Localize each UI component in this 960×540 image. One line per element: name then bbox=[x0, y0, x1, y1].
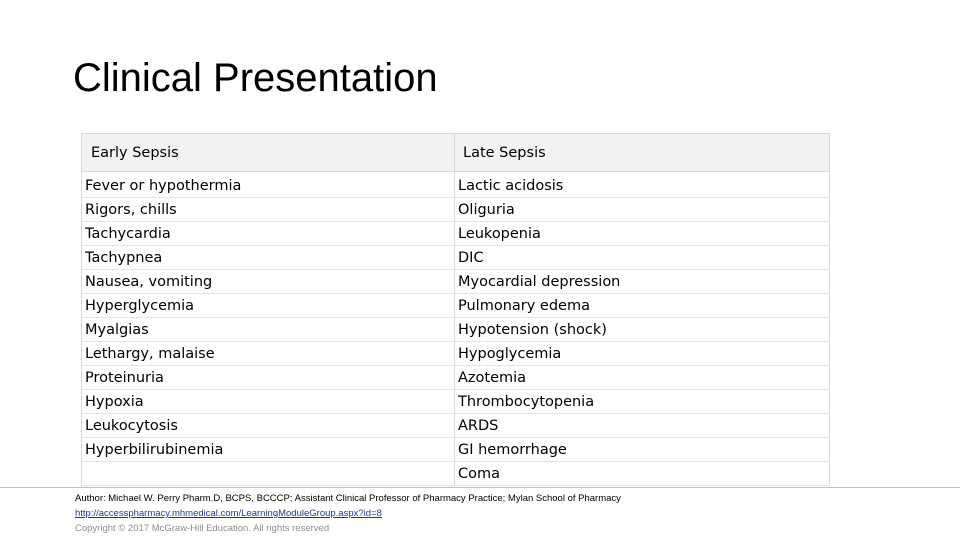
late-sepsis-cell: Pulmonary edema bbox=[455, 294, 830, 318]
late-sepsis-cell: Hypotension (shock) bbox=[455, 318, 830, 342]
table-row bbox=[82, 198, 830, 222]
table-row bbox=[82, 390, 830, 414]
late-sepsis-cell: Thrombocytopenia bbox=[455, 390, 830, 414]
column-header-late-sepsis: Late Sepsis bbox=[455, 134, 830, 172]
early-sepsis-cell: Hyperglycemia bbox=[82, 294, 455, 318]
late-sepsis-cell: Leukopenia bbox=[455, 222, 830, 246]
early-sepsis-cell: Lethargy, malaise bbox=[82, 342, 455, 366]
late-sepsis-cell: Lactic acidosis bbox=[455, 172, 830, 198]
copyright-notice: Copyright © 2017 McGraw-Hill Education. All rights reserved bbox=[75, 523, 330, 534]
early-sepsis-cell: Tachycardia bbox=[82, 222, 455, 246]
early-sepsis-cell bbox=[82, 462, 455, 486]
table-row bbox=[82, 438, 830, 462]
table-row bbox=[82, 414, 830, 438]
table-row bbox=[82, 270, 830, 294]
early-sepsis-cell: Rigors, chills bbox=[82, 198, 455, 222]
early-sepsis-cell: Fever or hypothermia bbox=[82, 172, 455, 198]
footer-divider bbox=[0, 487, 960, 488]
late-sepsis-cell: Myocardial depression bbox=[455, 270, 830, 294]
slide-title: Clinical Presentation bbox=[73, 56, 438, 100]
late-sepsis-cell: DIC bbox=[455, 246, 830, 270]
table-header-row bbox=[82, 134, 830, 172]
late-sepsis-cell: Hypoglycemia bbox=[455, 342, 830, 366]
late-sepsis-cell: ARDS bbox=[455, 414, 830, 438]
early-sepsis-cell: Myalgias bbox=[82, 318, 455, 342]
early-sepsis-cell: Tachypnea bbox=[82, 246, 455, 270]
sepsis-comparison-table bbox=[81, 133, 830, 486]
late-sepsis-cell: Azotemia bbox=[455, 366, 830, 390]
table-row bbox=[82, 172, 830, 198]
late-sepsis-cell: Oliguria bbox=[455, 198, 830, 222]
table-row bbox=[82, 366, 830, 390]
author-credit: Author: Michael W. Perry Pharm.D, BCPS, BCCCP; Assistant Clinical Professor of Pharmacy Practice; Mylan School of Pharmacy bbox=[75, 493, 621, 504]
early-sepsis-cell: Nausea, vomiting bbox=[82, 270, 455, 294]
table-row bbox=[82, 222, 830, 246]
table-row bbox=[82, 462, 830, 486]
table-row bbox=[82, 342, 830, 366]
table-row bbox=[82, 246, 830, 270]
early-sepsis-cell: Hypoxia bbox=[82, 390, 455, 414]
early-sepsis-cell: Hyperbilirubinemia bbox=[82, 438, 455, 462]
late-sepsis-cell: Coma bbox=[455, 462, 830, 486]
table-row bbox=[82, 294, 830, 318]
late-sepsis-cell: GI hemorrhage bbox=[455, 438, 830, 462]
early-sepsis-cell: Leukocytosis bbox=[82, 414, 455, 438]
early-sepsis-cell: Proteinuria bbox=[82, 366, 455, 390]
column-header-early-sepsis: Early Sepsis bbox=[82, 134, 455, 172]
table-row bbox=[82, 318, 830, 342]
source-link[interactable]: http://accesspharmacy.mhmedical.com/LearningModuleGroup.aspx?id=8 bbox=[75, 508, 382, 519]
